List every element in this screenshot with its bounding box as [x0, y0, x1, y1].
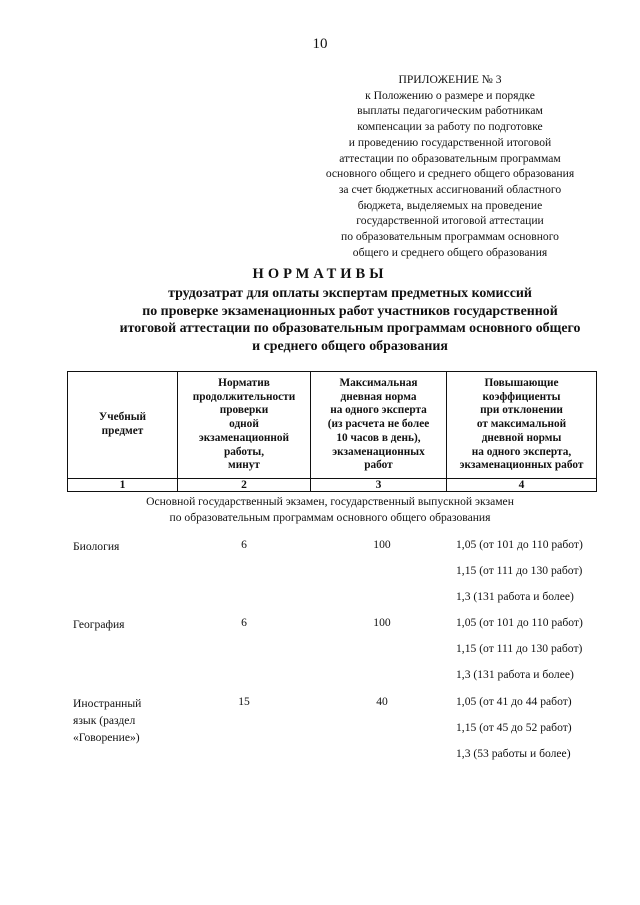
column-number: 1	[68, 479, 178, 492]
norm-cell: 6	[241, 538, 247, 551]
appendix-line: по образовательным программам основного	[341, 230, 559, 244]
header-text: от максимальной	[476, 418, 567, 431]
coefficient-line: 1,15 (от 111 до 130 работ)	[456, 564, 583, 577]
norms-table-header	[67, 371, 597, 492]
subtitle-line: трудозатрат для оплаты экспертам предметных комиссий	[168, 286, 532, 301]
header-text: на одного эксперта,	[471, 445, 572, 458]
header-text: минут	[228, 459, 260, 472]
appendix-line: ПРИЛОЖЕНИЕ № 3	[398, 73, 502, 86]
subtitle-line: итоговой аттестации по образовательным программам основного общего	[119, 321, 581, 336]
section-heading	[60, 494, 600, 525]
header-text: продолжительности	[192, 390, 296, 403]
column-number: 2	[178, 479, 311, 492]
norm-cell: 6	[241, 616, 247, 629]
header-text: экзаменационных	[332, 445, 425, 458]
coefficients-cell	[456, 695, 616, 773]
header-text: Повышающие	[484, 377, 559, 390]
header-text: дневной нормы	[481, 431, 562, 444]
column-number: 3	[311, 479, 447, 492]
subject-name: «Говорение»)	[73, 731, 140, 744]
header-coefficients	[447, 372, 597, 479]
subject-name: География	[73, 618, 125, 631]
header-text: коэффициенты	[482, 390, 561, 403]
subject-name: язык (раздел	[73, 714, 136, 727]
coefficients-cell	[456, 538, 616, 616]
appendix-line: к Положению о размере и порядке	[365, 88, 535, 102]
subject-cell	[73, 695, 183, 746]
column-number: 4	[447, 479, 597, 492]
appendix-line: бюджета, выделяемых на проведение	[357, 198, 543, 212]
appendix-line: компенсации за работу по подготовке	[357, 120, 543, 134]
header-text: Норматив	[218, 377, 270, 390]
appendix-line: аттестации по образовательным программам	[339, 151, 561, 165]
subject-name: Биология	[73, 540, 120, 553]
header-norm	[178, 372, 311, 479]
header-text: (из расчета не более	[327, 418, 430, 431]
header-text: Максимальная	[339, 377, 418, 390]
header-text: Учебный	[98, 411, 147, 424]
max-daily-cell: 100	[373, 538, 391, 551]
document-title: НОРМАТИВЫ	[252, 266, 388, 282]
subject-cell	[73, 538, 183, 555]
section-heading-line: Основной государственный экзамен, государственный выпускной экзамен	[146, 495, 514, 508]
header-text: предмет	[101, 425, 144, 437]
header-text: дневная норма	[340, 390, 417, 403]
appendix-line: основного общего и среднего общего образования	[325, 167, 575, 181]
header-text: работ	[364, 459, 393, 472]
header-max-daily	[311, 372, 447, 479]
header-text: при отклонении	[480, 404, 563, 417]
max-daily-cell: 40	[376, 695, 388, 708]
header-text: на одного эксперта	[330, 404, 427, 417]
appendix-block	[305, 72, 595, 260]
appendix-line: и проведению государственной итоговой	[348, 135, 552, 149]
coefficient-line: 1,15 (от 45 до 52 работ)	[456, 721, 572, 734]
appendix-line: выплаты педагогическим работникам	[357, 104, 543, 118]
subtitle-line: по проверке экзаменационных работ участников государственной	[142, 303, 558, 319]
coefficient-line: 1,3 (131 работа и более)	[456, 668, 574, 681]
document-subtitle	[70, 285, 630, 355]
subtitle-line: и среднего общего образования	[252, 338, 448, 354]
header-text: 10 часов в день),	[336, 431, 421, 444]
coefficient-line: 1,15 (от 111 до 130 работ)	[456, 642, 583, 655]
coefficient-line: 1,05 (от 101 до 110 работ)	[456, 538, 583, 551]
header-text: экзаменационных работ	[459, 459, 584, 472]
appendix-line: государственной итоговой аттестации	[356, 214, 544, 228]
header-text: работы,	[223, 445, 265, 458]
header-text: проверки	[219, 404, 269, 417]
header-subject	[68, 372, 178, 479]
coefficient-line: 1,05 (от 41 до 44 работ)	[456, 695, 572, 708]
page-number: 10	[312, 36, 328, 52]
appendix-line: за счет бюджетных ассигнований областного	[338, 182, 562, 196]
header-text: одной	[229, 418, 259, 431]
coefficients-cell	[456, 616, 616, 694]
coefficient-line: 1,05 (от 101 до 110 работ)	[456, 616, 583, 629]
section-heading-line: по образовательным программам основного общего образования	[169, 510, 491, 524]
subject-name: Иностранный	[73, 697, 142, 710]
header-text: экзаменационной	[198, 431, 290, 444]
appendix-line: общего и среднего общего образования	[352, 245, 548, 259]
coefficient-line: 1,3 (53 работы и более)	[456, 747, 571, 760]
norm-cell: 15	[238, 695, 250, 708]
coefficient-line: 1,3 (131 работа и более)	[456, 590, 574, 603]
subject-cell	[73, 616, 183, 633]
max-daily-cell: 100	[373, 616, 391, 629]
